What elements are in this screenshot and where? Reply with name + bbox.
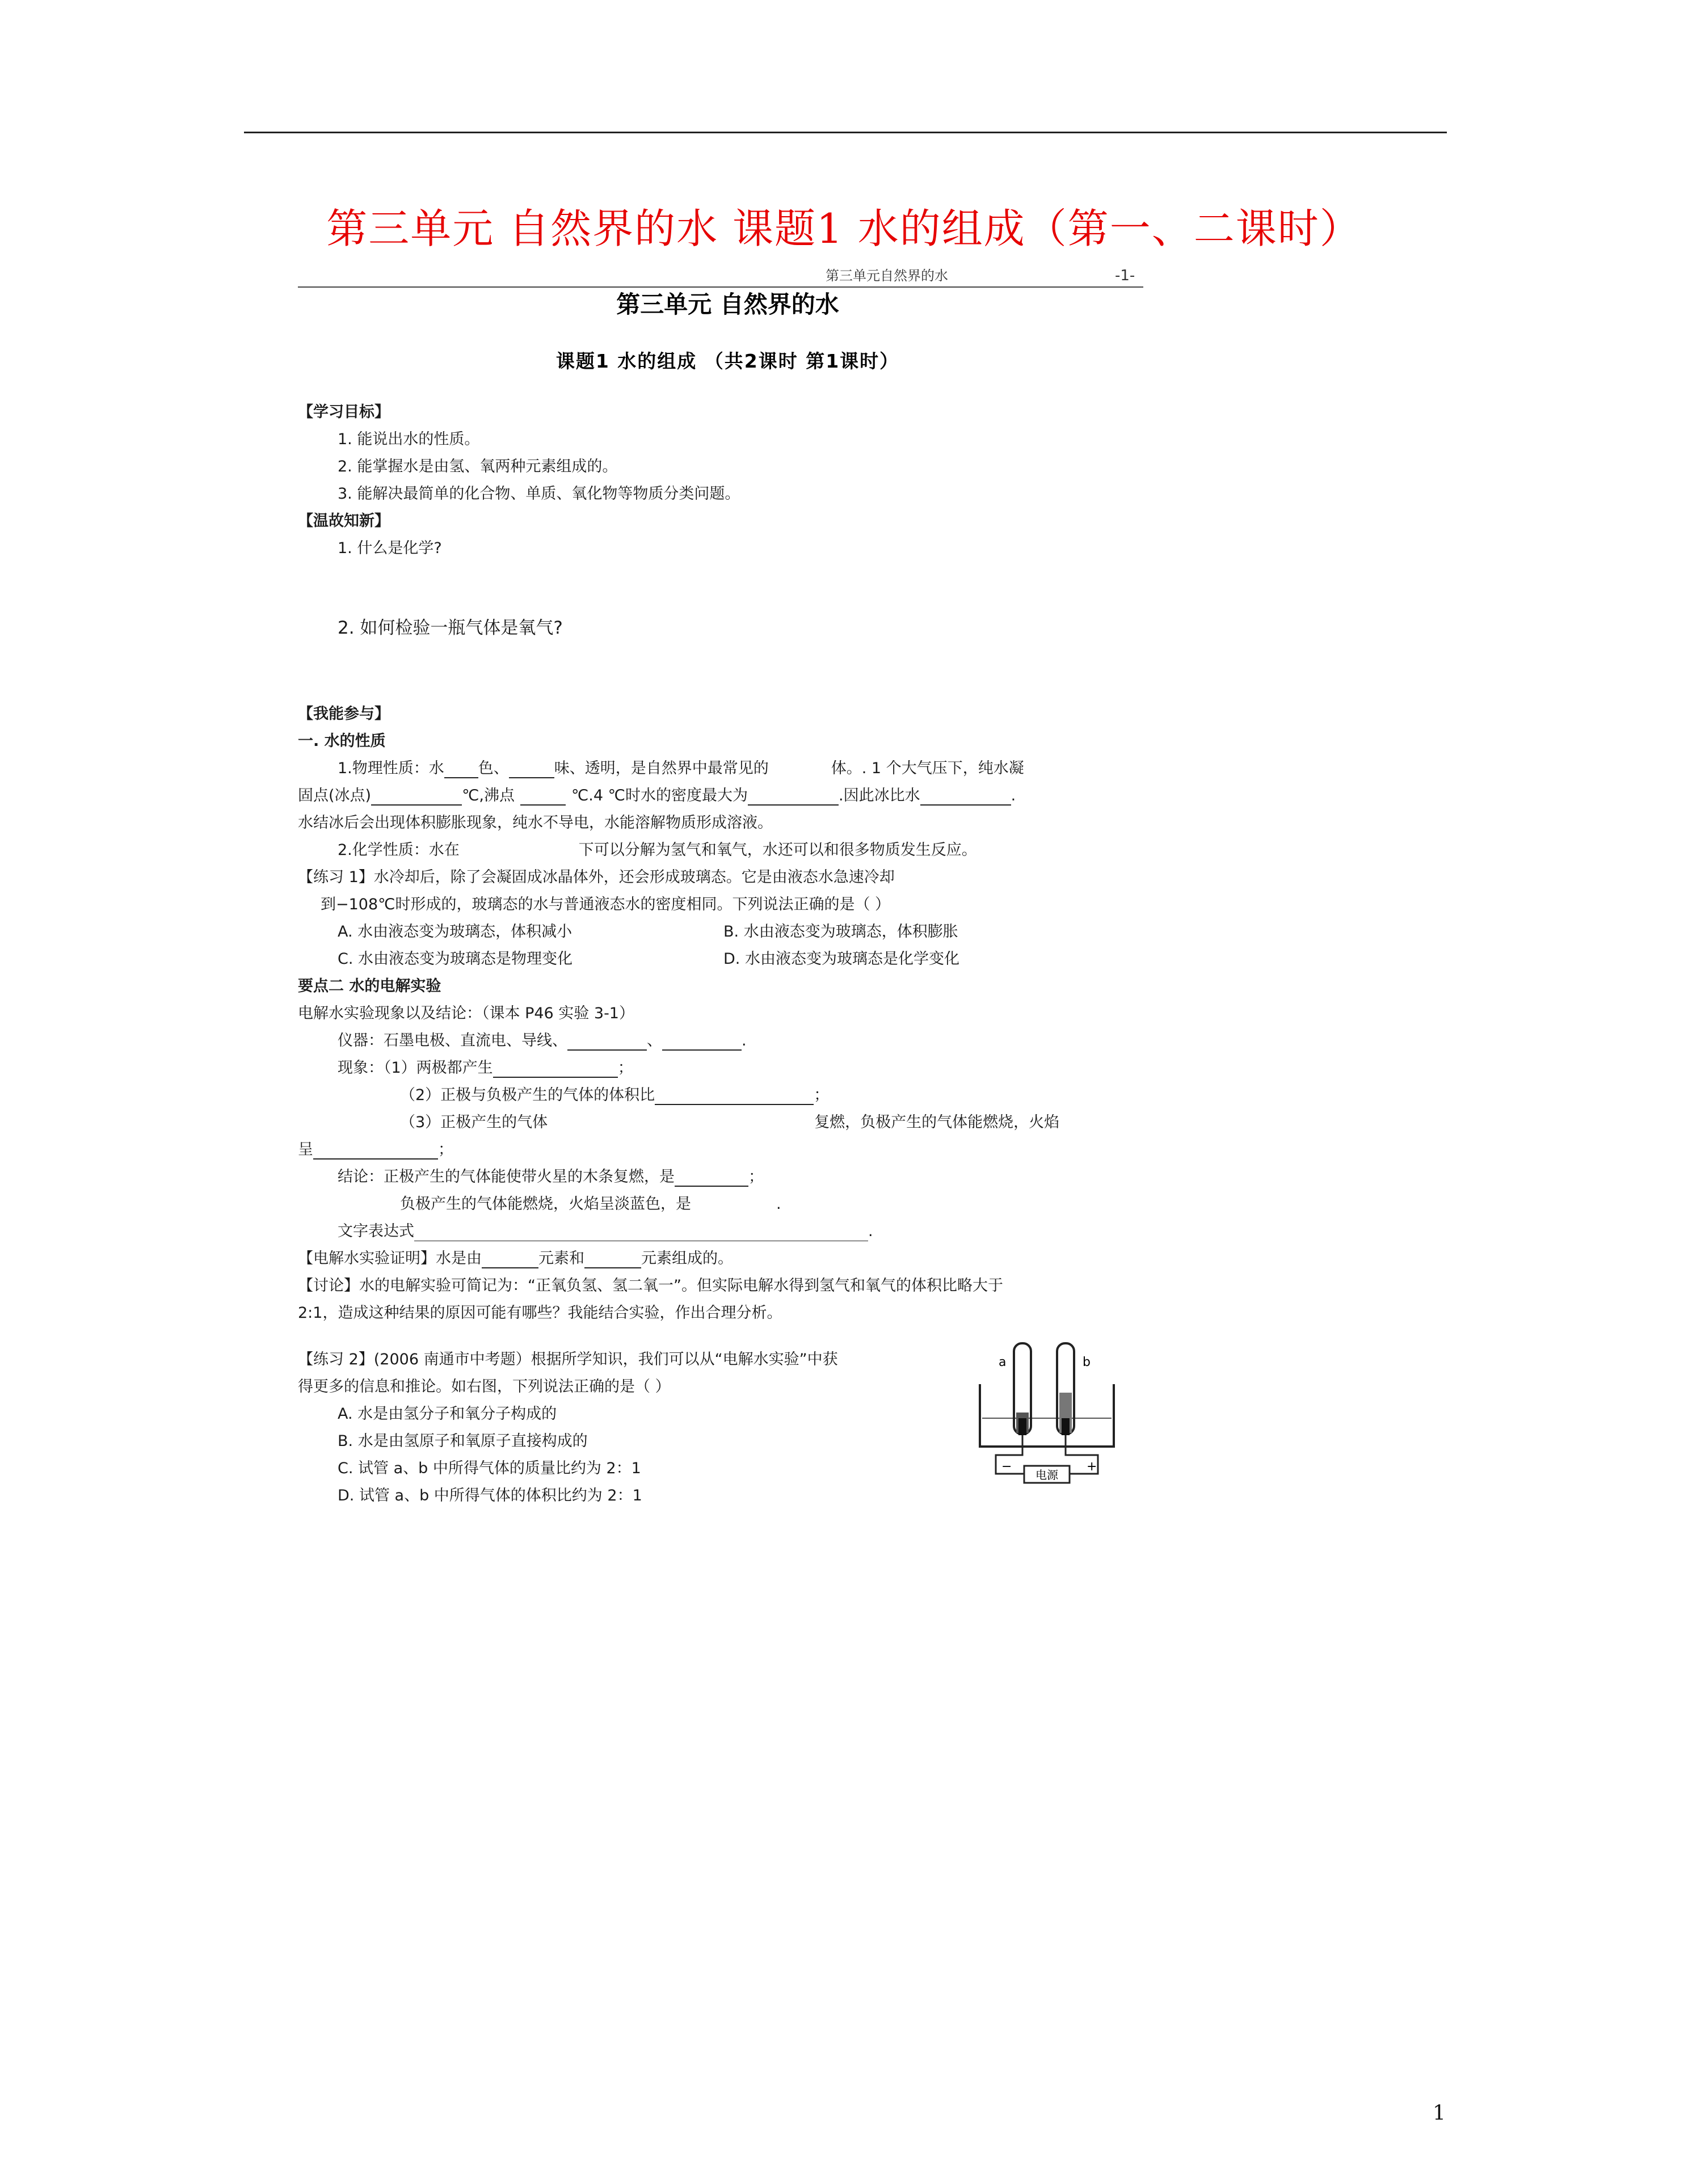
text: 负极产生的气体能燃烧，火焰呈淡蓝色，是 — [400, 1195, 691, 1213]
participate-heading: 【我能参与】 — [298, 705, 390, 723]
exercise1-option: D. 水由液态变为玻璃态是化学变化 — [723, 950, 959, 968]
exercise1-stem: 【练习 1】水冷却后，除了会凝固成冰晶体外，还会形成玻璃态。它是由液态水急速冷却 — [298, 868, 895, 886]
electrolysis-phenomenon — [400, 1113, 1059, 1132]
text: 仪器：石墨电极、直流电、导线、 — [338, 1032, 567, 1049]
power-source-label: 电源 — [1035, 1468, 1058, 1482]
physical-properties-line: 水结冰后会出现体积膨胀现象，纯水不导电，水能溶解物质形成溶液。 — [298, 814, 773, 832]
electrode-a — [1018, 1418, 1026, 1435]
electrolysis-proof — [298, 1249, 733, 1268]
header-rule — [298, 286, 1143, 288]
tube-a-label: a — [999, 1355, 1007, 1369]
word-equation-line: 文字表达式 . — [338, 1222, 873, 1240]
review-question: 1. 什么是化学? — [338, 539, 442, 557]
blank — [520, 790, 566, 806]
goals-heading: 【学习目标】 — [298, 403, 390, 421]
text: 固点(冰点) — [298, 787, 372, 804]
blank — [655, 1089, 814, 1105]
exercise2-option: D. 试管 a、b 中所得气体的体积比约为 2：1 — [338, 1487, 642, 1504]
blank — [662, 1035, 742, 1051]
exercise1-option: A. 水由液态变为玻璃态，体积减小 — [338, 923, 573, 941]
exercise1-option: B. 水由液态变为玻璃态，体积膨胀 — [723, 923, 958, 941]
text: 【电解水实验证明】水是由 — [298, 1250, 482, 1267]
discussion-text: 2:1，造成这种结果的原因可能有哪些？我能结合实验，作出合理分析。 — [298, 1304, 782, 1322]
blank — [313, 1144, 438, 1160]
exercise2-stem: 得更多的信息和推论。如右图，下列说法正确的是（ ） — [298, 1378, 671, 1395]
text: ℃,沸点 — [462, 787, 515, 804]
text: 味、透明，是自然界中最常见的 — [554, 760, 769, 777]
water-basin — [980, 1384, 1114, 1447]
blank — [675, 1171, 748, 1187]
text: 体。. 1 个大气压下，纯水凝 — [831, 760, 1024, 777]
section-heading-properties: 一. 水的性质 — [298, 732, 386, 750]
text: .因此冰比水 — [838, 787, 920, 804]
electrolysis-phenomenon: 呈 ； — [298, 1141, 453, 1158]
discussion-text: 【讨论】水的电解实验可简记为：“正氧负氢、氢二氧一”。但实际电解水得到氢气和氧气的体积比略大于 — [298, 1277, 1003, 1295]
text: 元素和 — [538, 1250, 584, 1267]
review-question: 2. 如何检验一瓶气体是氧气? — [338, 618, 563, 638]
electrolysis-instruments: 仪器：石墨电极、直流电、导线、 、 . — [338, 1032, 747, 1049]
text: （2）正极与负极产生的气体的体积比 — [400, 1086, 655, 1104]
tube-b-label: b — [1083, 1355, 1091, 1369]
text: （3）正极产生的气体 — [400, 1114, 548, 1131]
blank — [414, 1226, 868, 1241]
text: 结论：正极产生的气体能使带火星的木条复燃，是 — [338, 1168, 675, 1186]
text: 、 — [647, 1032, 662, 1049]
document-title: 第三单元 自然界的水 课题1 水的组成（第一、二课时） — [326, 205, 1362, 252]
goal-item: 2. 能掌握水是由氢、氧两种元素组成的。 — [338, 458, 618, 475]
exercise2-option: A. 水是由氢分子和氧分子构成的 — [338, 1405, 557, 1423]
blank — [371, 790, 462, 806]
electrolysis-phenomenon: （2）正极与负极产生的气体的体积比 ； — [400, 1086, 830, 1104]
section-heading-electrolysis: 要点二 水的电解实验 — [298, 977, 441, 995]
electrode-b — [1062, 1418, 1070, 1435]
top-divider — [244, 132, 1447, 133]
blank — [482, 1253, 538, 1268]
exercise2-stem: 【练习 2】(2006 南通市中考题）根据所学知识，我们可以从“电解水实验”中获 — [298, 1351, 838, 1368]
exercise2-option: C. 试管 a、b 中所得气体的质量比约为 2：1 — [338, 1460, 641, 1477]
blank — [493, 1062, 618, 1078]
text: 呈 — [298, 1141, 313, 1158]
page-number: 1 — [1433, 2102, 1446, 2125]
text: 下可以分解为氢气和氧气，水还可以和很多物质发生反应。 — [578, 841, 977, 859]
goal-item: 1. 能说出水的性质。 — [338, 431, 480, 448]
electrolysis-conclusion: 负极产生的气体能燃烧，火焰呈淡蓝色，是 . — [400, 1195, 781, 1213]
text: 2.化学性质：水在 — [338, 841, 460, 859]
lesson-title: 课题1 水的组成 （共2课时 第1课时） — [555, 350, 900, 372]
exercise1-stem: 到−108℃时形成的，玻璃态的水与普通液态水的密度相同。下列说法正确的是（ ） — [321, 896, 891, 913]
running-head: 第三单元自然界的水 — [826, 268, 948, 284]
exercise1-option: C. 水由液态变为玻璃态是物理变化 — [338, 950, 573, 968]
unit-title: 第三单元 自然界的水 — [616, 290, 839, 318]
blank — [444, 762, 478, 778]
review-heading: 【温故知新】 — [298, 512, 390, 530]
blank — [584, 1253, 641, 1268]
text: 元素组成的。 — [641, 1250, 733, 1267]
electrolysis-conclusion: 结论：正极产生的气体能使带火星的木条复燃，是 ； — [338, 1168, 764, 1186]
text: 色、 — [478, 760, 509, 777]
physical-properties-line — [338, 759, 1024, 778]
plus-sign: + — [1087, 1460, 1097, 1474]
chemical-properties-line — [338, 841, 977, 860]
text: 复燃，负极产生的气体能燃烧，火焰 — [814, 1114, 1060, 1131]
electrolysis-intro: 电解水实验现象以及结论：（课本 P46 实验 3-1） — [298, 1005, 634, 1022]
text: 1.物理性质：水 — [338, 760, 444, 777]
text: 现象：（1）两极都产生 — [338, 1059, 493, 1077]
electrolysis-phenomenon: 现象：（1）两极都产生 ； — [338, 1059, 633, 1077]
physical-properties-line: 固点(冰点) ℃,沸点 ℃.4 ℃时水的密度最大为 .因此冰比水 . — [298, 787, 1016, 804]
blank — [567, 1035, 647, 1051]
scanned-worksheet — [298, 261, 1157, 1532]
running-page-number: -1- — [1115, 267, 1135, 284]
text: 文字表达式 — [338, 1222, 414, 1240]
goal-item: 3. 能解决最简单的化合物、单质、氧化物等物质分类问题。 — [338, 485, 740, 503]
electrolysis-apparatus-diagram — [967, 1339, 1126, 1492]
blank — [748, 790, 839, 806]
exercise2-option: B. 水是由氢原子和氧原子直接构成的 — [338, 1432, 588, 1450]
blank — [509, 762, 554, 778]
blank — [920, 790, 1011, 806]
text: ℃.4 ℃时水的密度最大为 — [571, 787, 748, 804]
minus-sign: − — [1001, 1460, 1012, 1474]
